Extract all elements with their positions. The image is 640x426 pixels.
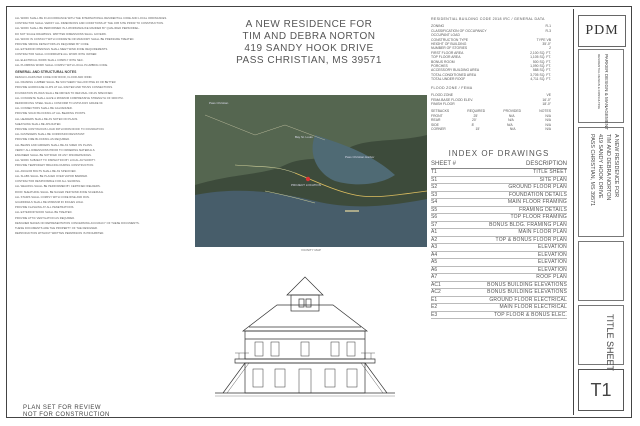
code-row-label: TOTAL UNDER ROOF [431, 77, 466, 82]
index-row [431, 192, 567, 200]
structural-note: REINFORCING STEEL SHALL CONFORM TO ASTM A615 GRADE 60. [15, 102, 104, 106]
code-row-label: BONUS ROOM [431, 59, 455, 64]
house-elevation-drawing [215, 269, 395, 419]
setback-cell: REAR [431, 118, 441, 123]
index-sheet-number: A2 [431, 236, 438, 243]
general-note: CONTRACTOR SHALL COORDINATE ALL WORK WITH OWNER. [15, 53, 98, 57]
index-description: BONUS BLDG. FRAMING PLAN [489, 221, 567, 228]
setback-cell: N/A [508, 118, 514, 123]
setback-cell: N/A [545, 126, 551, 131]
index-sheet-number: S7 [431, 221, 438, 228]
index-description: FRAMING DETAILS [519, 206, 567, 213]
structural-note: GUARDRAILS SHALL BE MINIMUM 36 INCHES HIGH. [15, 200, 84, 204]
index-sheet-number: S2 [431, 184, 438, 190]
index-col-sheet: SHEET # [431, 161, 456, 167]
flood-row-label: FLOOD ZONE [431, 93, 454, 98]
structural-note: VERIFY ALL DIMENSIONS PRIOR TO ORDERING MATERIALS. [15, 148, 96, 152]
index-sheet-number: A7 [431, 274, 438, 280]
index-row [431, 222, 567, 230]
index-row [431, 199, 567, 207]
structural-note: ALL CONCRETE SHALL HAVE A MINIMUM COMPRESSIVE STRENGTH OF 3000 PSI. [15, 96, 124, 100]
code-row-value: 2,100 SQ. FT. [530, 50, 551, 55]
index-description: FOUNDATION DETAILS [508, 191, 567, 198]
structural-note: ROOF SHEATHING SHALL BE NAILED PER WIND ZONE SCHEDULE. [15, 190, 104, 194]
index-row [431, 252, 567, 260]
general-note: ALL PLUMBING WORK SHALL COMPLY WITH LOCAL PLUMBING CODE. [15, 63, 109, 67]
firm-name: PARKER DESIGN & MANAGEMENT [604, 54, 609, 130]
index-description: GROUND FLOOR ELECTRICAL [489, 296, 567, 303]
code-row-value: 1,105 SQ. FT. [530, 55, 551, 60]
sheet-number: T1 [578, 369, 624, 411]
index-row [431, 304, 567, 312]
code-row-label: FIRST FLOOR AREA [431, 50, 464, 55]
general-note: ALL WORK SHALL BE IN ACCORDANCE WITH THE INTERNATIONAL RESIDENTIAL CODE AND LOCAL ORDINANCES. [15, 17, 168, 20]
setback-cell: N/A [545, 122, 551, 127]
code-row-value: R-3 [545, 28, 551, 33]
index-description: ELEVATION [537, 266, 567, 273]
index-sheet-number: T1 [431, 169, 437, 175]
structural-note: PROVIDE ATTIC VENTILATION AS REQUIRED. [15, 216, 76, 220]
flood-row-label: FEMA BASE FLOOD ELEV. [431, 97, 474, 102]
code-row-label: HEIGHT OF BUILDING [431, 42, 467, 47]
general-note: ALL ELECTRICAL WORK SHALL COMPLY WITH NEC. [15, 58, 84, 62]
setback-cell: N/A [508, 113, 515, 118]
structural-note: ALL ANCHOR BOLTS SHALL BE AS SPECIFIED. [15, 169, 77, 173]
index-description: MAIN FLOOR PLAN [518, 229, 567, 235]
code-row-value: 3,705 SQ. FT. [530, 72, 551, 77]
firm-subtitle: RESIDENTIAL DESIGN & CONSULTING [597, 54, 601, 110]
index-description: TOP & BONUS FLOOR PLAN [495, 236, 567, 243]
tb-project-4: PASS CHRISTIAN, MS 39571 [589, 134, 595, 207]
setback-cell: CORNER [431, 126, 446, 131]
index-description: TOP FLOOR & BONUS ELEC. [493, 311, 567, 318]
drawing-index [431, 149, 567, 319]
structural-note: CONTRACTOR RESPONSIBLE FOR ALL SHORING. [15, 180, 82, 184]
index-row [431, 297, 567, 305]
vicinity-map [195, 95, 427, 247]
tb-project-3: 419 SANDY HOOK DRIVE [597, 134, 603, 199]
index-sheet-number: S3 [431, 191, 438, 198]
structural-note: ENGINEER SHALL BE NOTIFIED OF ANY DISCREPANCIES. [15, 154, 92, 158]
index-sheet-number: A1 [431, 229, 438, 235]
setback-cell: N/A [545, 118, 551, 123]
index-title: INDEX OF DRAWINGS [448, 149, 550, 158]
index-col-description: DESCRIPTION [525, 161, 567, 167]
code-row-label: PORCHES [431, 64, 448, 69]
index-sheet-number: E3 [431, 311, 438, 318]
index-row [431, 177, 567, 185]
structural-note: ALL CONNECTORS SHALL BE GALVANIZED. [15, 107, 73, 111]
code-row-label: CONSTRUCTION TYPE [431, 37, 469, 42]
setback-heading: SETBACKS [431, 109, 450, 114]
general-note: ALL WORK SHALL BE PERFORMED IN A WORKMANLIKE MANNER BY QUALIFIED PERSONNEL. [15, 27, 140, 31]
structural-note: ALL WORK SUBJECT TO INSPECTION BY LOCAL AUTHORITY. [15, 159, 96, 163]
index-sheet-number: A5 [431, 259, 438, 265]
index-row [431, 184, 567, 192]
sheet-title: TITLE SHEET [605, 314, 615, 372]
index-sheet-number: S4 [431, 199, 438, 205]
index-row [431, 244, 567, 252]
structural-note: SHEATHING SHALL BE APA RATED. [15, 122, 62, 126]
code-row-label: TOTAL CONDITIONED AREA [431, 72, 477, 77]
index-row [431, 207, 567, 215]
setback-cell: SIDE [431, 122, 439, 127]
flood-heading: FLOOD ZONE / FEMA [431, 85, 473, 90]
code-row-value: 4,711 SQ. FT. [530, 77, 551, 82]
index-sheet-number: S5 [431, 206, 438, 213]
general-notes [15, 17, 189, 347]
setback-cell: FRONT [431, 113, 443, 118]
map-label-town: Pass Christian [209, 101, 229, 105]
stamp-line-1: PLAN SET FOR REVIEW [23, 405, 102, 411]
setback-row [431, 127, 551, 131]
index-sheet-number: A3 [431, 244, 438, 250]
structural-note: ALL HEADERS SHALL BE AS NOTED ON PLANS. [15, 117, 79, 121]
project-box [578, 127, 624, 237]
structural-note: PROVIDE HURRICANE CLIPS AT ALL RAFTER AND TRUSS CONNECTIONS. [15, 86, 113, 90]
code-row-value: 2 [549, 46, 551, 51]
code-row-value: 1,090 SQ. FT. [530, 64, 551, 69]
structural-note: PROVIDE TEMPORARY BRACING DURING CONSTRUCTION. [15, 164, 95, 168]
index-header [431, 161, 567, 169]
structural-note: PROVIDE FIRE BLOCKING AS REQUIRED. [15, 138, 70, 142]
index-sheet-number: S1 [431, 176, 438, 183]
index-sheet-number: AC2 [431, 289, 441, 295]
index-row [431, 289, 567, 297]
structural-note: PROVIDE CONTINUOUS LOAD PATH FROM ROOF TO FOUNDATION. [15, 128, 105, 132]
code-row-label: CLASSIFICATION OF OCCUPANCY [431, 28, 487, 33]
index-description: BONUS BUILDING ELEVATIONS [487, 289, 567, 295]
general-note: DO NOT SCALE DRAWINGS. WRITTEN DIMENSIONS SHALL GOVERN. [15, 32, 107, 36]
code-row-value: TYPE VB [536, 37, 551, 42]
map-label-bay: Bay St. Louis [295, 135, 313, 139]
index-sheet-number: E2 [431, 304, 438, 310]
sheet-title-box [578, 305, 624, 372]
setback-col: PROVIDED [503, 109, 522, 114]
structural-note: ALL SLABS SHALL BE PLACED OVER VAPOR BARRIER. [15, 174, 88, 178]
index-sheet-number: S6 [431, 214, 438, 220]
code-information [431, 17, 551, 131]
title-line-4: PASS CHRISTIAN, MS 39571 [236, 55, 382, 66]
index-sheet-number: A4 [431, 251, 438, 258]
setback-cell: N/A [506, 122, 513, 127]
code-row-label: ZONING [431, 24, 445, 29]
general-note: PROVIDE SMOKE DETECTORS AS REQUIRED BY CODE. [15, 43, 90, 47]
flood-row-value: 18'-0" [542, 101, 551, 106]
firm-box [578, 49, 624, 130]
title-line-2: TIM AND DEBRA NORTON [242, 31, 376, 42]
index-row [431, 237, 567, 245]
title-line-1: A NEW RESIDENCE FOR [245, 19, 373, 30]
revision-box [578, 241, 624, 301]
index-description: BONUS BUILDING ELEVATIONS [487, 281, 567, 288]
structural-note: DESIGN LOADS PER CODE FOR ROOF, FLOOR AND WIND. [15, 76, 93, 80]
code-row-label: NUMBER OF STORIES [431, 46, 468, 51]
setback-cell: 15' [475, 126, 480, 131]
general-note: ALL EXTERIOR OPENINGS SHALL MEET WIND ZONE REQUIREMENTS. [15, 48, 109, 52]
setback-col: REQUIRED [467, 109, 486, 114]
index-description: ELEVATION [537, 251, 567, 258]
index-description: TITLE SHEET [533, 169, 567, 175]
index-description: ELEVATION [537, 259, 567, 265]
review-stamp [23, 405, 110, 419]
structural-note: PROVIDE SOLID BLOCKING AT ALL BEARING POINTS. [15, 112, 87, 116]
project-title [193, 19, 425, 67]
general-note: CONTRACTOR SHALL VERIFY ALL DIMENSIONS AND CONDITIONS AT THE JOB SITE PRIOR TO CONSTRUCTION. [15, 22, 164, 26]
structural-note: ALL STAIRS SHALL COMPLY WITH CODE RISE AND RUN. [15, 195, 90, 199]
setback-cell: 20' [472, 118, 477, 123]
index-description: SITE PLAN [539, 176, 567, 183]
structural-notes-heading: GENERAL AND STRUCTURAL NOTES [15, 70, 77, 75]
index-row [431, 282, 567, 290]
setback-cell: N/A [509, 126, 516, 131]
flood-row-label: FINISH FLOOR [431, 101, 455, 106]
disclaimer-note: DESIGNER MAKES NO REPRESENTATION CONCERNING ACCURACY OF THESE DOCUMENTS. [15, 221, 140, 225]
index-description: GROUND FLOOR PLAN [508, 184, 567, 190]
structural-note: ALL WELDING SHALL BE PERFORMED BY CERTIFIED WELDERS. [15, 185, 101, 189]
setback-col: NOTES [539, 109, 551, 114]
index-description: MAIN FLOOR ELECTRICAL [499, 304, 567, 310]
index-row [431, 274, 567, 282]
setback-cell: 8' [471, 122, 475, 127]
map-label-harbor: Pass Christian Harbor [345, 155, 375, 159]
flood-row [431, 102, 551, 106]
structural-note: ALL EXTERIOR WOOD SHALL BE TREATED. [15, 211, 73, 215]
general-note: ALL WOOD IN CONTACT WITH CONCRETE OR MASONRY SHALL BE PRESSURE TREATED. [15, 37, 135, 41]
setback-cell: 25' [473, 113, 478, 118]
flood-row-value: VE [546, 93, 551, 98]
code-row-label: OCCUPANT LOAD [431, 33, 460, 38]
index-row [431, 312, 567, 320]
code-row-value: R-1 [545, 24, 551, 29]
code-row-value: 35'-0" [542, 42, 551, 47]
drawing-sheet [6, 6, 632, 418]
stamp-line-2: NOT FOR CONSTRUCTION [23, 412, 110, 418]
structural-note: ALL FRAMING LUMBER SHALL BE SOUTHERN YELLOW PINE #2 OR BETTER. [15, 81, 117, 85]
code-row-label: TOP FLOOR AREA [431, 55, 461, 60]
code-row-value: 588 SQ. FT. [532, 68, 551, 73]
disclaimer-note: REPRODUCTION WITHOUT WRITTEN PERMISSION IS PROHIBITED. [15, 232, 105, 236]
firm-logo: PDM [578, 15, 626, 47]
structural-note: PROVIDE FLASHING AT ALL PENETRATIONS. [15, 206, 75, 210]
code-row-label: ACCESSORY BUILDING AREA [431, 68, 480, 73]
setback-cell: N/A [545, 113, 551, 118]
structural-note: ALL FASTENERS SHALL BE CORROSION RESISTANT. [15, 133, 86, 137]
index-description: ELEVATION [537, 244, 567, 250]
tb-project-1: A NEW RESIDENCE FOR [613, 134, 619, 198]
index-row [431, 267, 567, 275]
map-label-project: PROJECT LOCATION [291, 183, 321, 187]
index-row [431, 214, 567, 222]
disclaimer-note: THESE DOCUMENTS ARE THE PROPERTY OF THE DESIGNER. [15, 226, 98, 230]
structural-note: FOUNDATION PILINGS SHALL BE DRIVEN TO REFUSAL OR AS SPECIFIED. [15, 91, 114, 95]
map-caption: VICINITY MAP [301, 248, 321, 252]
structural-note: ALL BEAMS AND GIRDERS SHALL BE AS SIZED ON PLANS. [15, 143, 93, 147]
index-description: MAIN FLOOR FRAMING [507, 199, 567, 205]
code-heading: RESIDENTIAL BUILDING CODE 2018 IRC / GENERAL DATA [431, 17, 545, 21]
title-line-3: 419 SANDY HOOK DRIVE [244, 43, 374, 54]
index-row [431, 229, 567, 237]
tb-project-2: TIM AND DEBRA NORTON [605, 134, 611, 201]
index-sheet-number: AC1 [431, 281, 441, 288]
code-row-value: 500 SQ. FT. [532, 59, 551, 64]
index-description: ROOF PLAN [536, 274, 567, 280]
index-row [431, 259, 567, 267]
code-row [431, 77, 551, 81]
flood-row-value: 16'-0" [542, 97, 551, 102]
index-sheet-number: E1 [431, 296, 438, 303]
map-image [195, 95, 427, 247]
index-description: TOP FLOOR FRAMING [510, 214, 567, 220]
title-block [573, 9, 629, 415]
index-sheet-number: A6 [431, 266, 438, 273]
index-row [431, 169, 567, 177]
